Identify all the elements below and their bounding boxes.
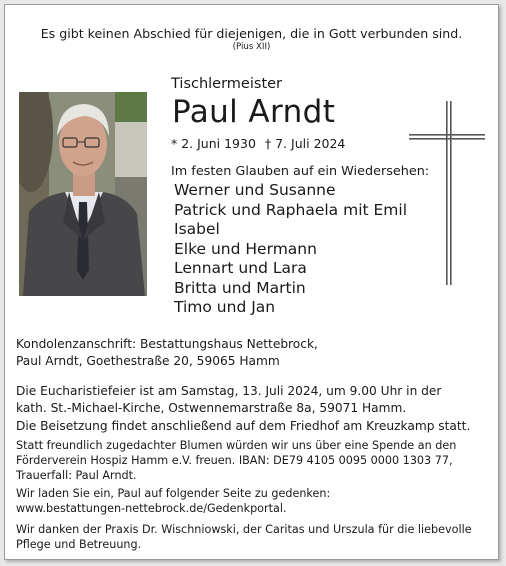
deceased-name: Paul Arndt: [172, 94, 336, 130]
mourner-item: Timo und Jan: [174, 298, 276, 316]
service-line: Die Beisetzung findet anschließend auf dem Friedhof am Kreuzkamp statt.: [16, 418, 471, 433]
memorial-invitation: [16, 486, 330, 516]
condolence-address: [16, 336, 318, 371]
mourner-item: Britta und Martin: [174, 278, 306, 297]
mourner-item: Werner und Susanne: [174, 181, 336, 199]
portrait-photo: [19, 92, 147, 296]
thanks-note: [16, 522, 472, 552]
donation-line: Trauerfall: Paul Arndt.: [16, 469, 137, 483]
portrait-image: [19, 92, 147, 296]
thanks-line: Wir danken der Praxis Dr. Wischniowski, der Caritas und Urszula für die liebevolle: [16, 523, 472, 536]
donation-line: Förderverein Hospiz Hamm e.V. freuen. IBAN: DE79 4105 0095 0000 1303 77,: [16, 454, 453, 468]
condolence-line: Kondolenzanschrift: Bestattungshaus Nettebrock,: [16, 337, 318, 351]
quote-source: (Pius XII): [232, 42, 271, 52]
funeral-service-info: [16, 383, 470, 435]
donation-info: [16, 438, 456, 484]
service-line: kath. St.-Michael-Kirche, Ostwennemarstraße 8a, 59071 Hamm.: [16, 401, 407, 416]
memorial-link[interactable]: www.bestattungen-nettebrock.de/Gedenkportal.: [16, 502, 287, 516]
life-dates: [171, 136, 345, 151]
cross-icon: [409, 101, 485, 285]
occupation: Tischlermeister: [171, 76, 283, 92]
obituary-notice: [4, 4, 499, 560]
motto: Im festen Glauben auf ein Wiedersehen:: [171, 164, 430, 179]
thanks-line: Pflege und Betreuung.: [16, 538, 142, 552]
quote-text: Es gibt keinen Abschied für diejenigen, die in Gott verbunden sind.: [40, 26, 463, 41]
mourner-item: Isabel: [174, 220, 220, 238]
service-line: Die Eucharistiefeier ist am Samstag, 13. Juli 2024, um 9.00 Uhr in der: [16, 384, 442, 398]
mourners-list: [174, 181, 407, 318]
memorial-line: Wir laden Sie ein, Paul auf folgender Seite zu gedenken:: [16, 487, 331, 500]
condolence-line: Paul Arndt, Goethestraße 20, 59065 Hamm: [16, 354, 280, 369]
mourner-item: Patrick und Raphaela mit Emil: [174, 200, 408, 219]
mourner-item: Elke und Hermann: [174, 239, 317, 258]
mourner-item: Lennart und Lara: [174, 259, 307, 277]
donation-line: Statt freundlich zugedachter Blumen würden wir uns über eine Spende an den: [16, 439, 457, 452]
birth-date: * 2. Juni 1930: [171, 136, 256, 151]
death-date: † 7. Juli 2024: [264, 136, 346, 151]
